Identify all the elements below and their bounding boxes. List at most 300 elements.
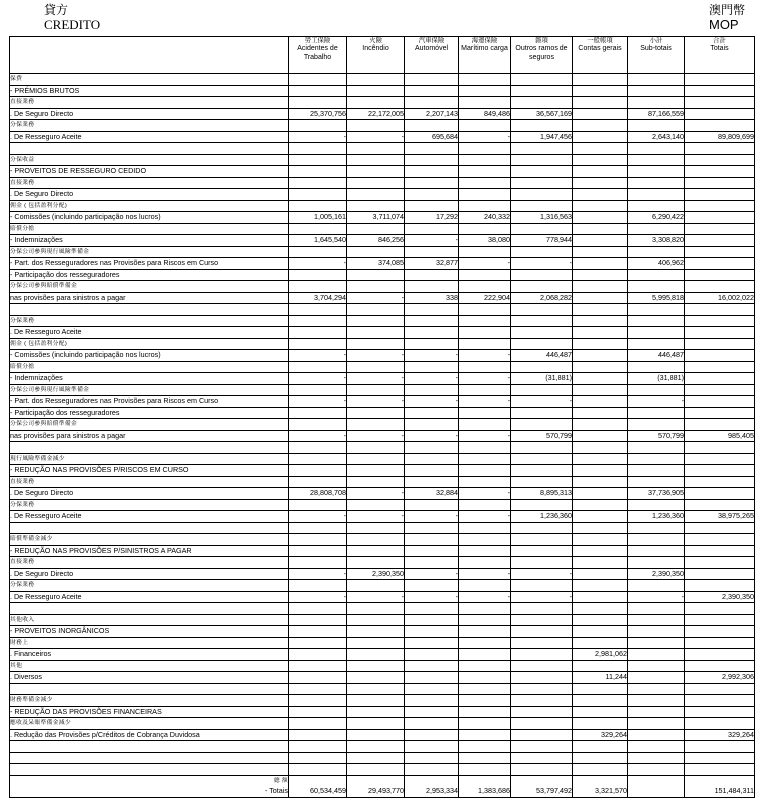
cell-value (405, 350, 459, 362)
cell-value-text (685, 212, 754, 223)
cell-value (459, 384, 511, 396)
row-label-text: - Participação dos resseguradores (10, 269, 120, 279)
cell-value-text (289, 741, 346, 752)
cell-value-text: 406,962 (658, 258, 684, 267)
cell-value-text (289, 500, 346, 511)
row-label-text: 直接業務 (10, 179, 35, 186)
cell-value-text (289, 672, 346, 683)
cell-value (289, 476, 347, 488)
row-label-text: . Diversos (10, 672, 42, 681)
cell-value (511, 269, 573, 281)
cell-value (289, 522, 347, 534)
cell-value (459, 97, 511, 109)
cell-value (573, 499, 628, 511)
cell-value-text (289, 764, 346, 775)
table-row (10, 568, 755, 580)
cell-value-text (405, 316, 458, 327)
cell-value-text: - (401, 430, 404, 440)
table-row (10, 143, 755, 155)
row-label (10, 212, 289, 224)
table-row (10, 97, 755, 109)
cell-value (573, 177, 628, 189)
row-label-text: nas provisões para sinistros a pagar (10, 292, 126, 302)
cell-value-text: - (507, 350, 510, 359)
cell-value (405, 120, 459, 132)
cell-value-text (685, 534, 754, 545)
cell-value (347, 384, 405, 396)
row-label (10, 396, 289, 408)
cell-value (573, 361, 628, 373)
cell-value (289, 315, 347, 327)
cell-value-text (459, 718, 510, 729)
cell-value-text (459, 753, 510, 764)
cell-value (573, 453, 628, 465)
cell-value (685, 120, 755, 132)
totals-cell-text: 151,484,311 (714, 786, 754, 795)
table-row (10, 511, 755, 523)
cell-value (405, 212, 459, 224)
cell-value (289, 384, 347, 396)
cell-value-text (405, 753, 458, 764)
cell-value (685, 315, 755, 327)
column-header-3 (459, 37, 511, 74)
cell-value-text (511, 143, 572, 154)
cell-value (289, 85, 347, 97)
cell-value (685, 74, 755, 86)
cell-value (628, 419, 685, 431)
cell-value-text (459, 661, 510, 672)
cell-value-text: 1,316,563 (540, 212, 572, 221)
row-label (10, 764, 289, 776)
table-row (10, 361, 755, 373)
cell-value (459, 246, 511, 258)
cell-value-text (405, 465, 458, 476)
cell-value (511, 499, 573, 511)
cell-value-text: 374,085 (378, 258, 404, 267)
cell-value-text (347, 339, 404, 350)
cell-value-text (459, 281, 510, 292)
cell-value-text (459, 189, 510, 200)
row-label (10, 223, 289, 235)
cell-value-text (405, 86, 458, 97)
cell-value-text: 2,207,143 (426, 108, 458, 118)
cell-value-text (459, 316, 510, 327)
cell-value (511, 672, 573, 684)
cell-value (685, 235, 755, 247)
cell-value (347, 338, 405, 350)
cell-value-text: 240,332 (484, 212, 510, 221)
cell-value-text (628, 753, 684, 764)
row-label (10, 373, 289, 385)
cell-value-text: - (455, 396, 458, 405)
cell-value (628, 304, 685, 316)
cell-value-text: - (401, 396, 404, 405)
cell-value (289, 695, 347, 707)
cell-value-text (347, 557, 404, 568)
cell-value-text (459, 477, 510, 488)
cell-value-text (685, 143, 754, 154)
cell-value (347, 235, 405, 247)
header-right (709, 4, 745, 33)
cell-value-text (685, 454, 754, 465)
cell-value (573, 557, 628, 569)
cell-value (459, 177, 511, 189)
cell-value-text (573, 166, 627, 177)
cell-value (405, 373, 459, 385)
cell-value (628, 143, 685, 155)
cell-value (511, 143, 573, 155)
cell-value (347, 281, 405, 293)
cell-value-text (347, 649, 404, 660)
cell-value (573, 534, 628, 546)
cell-value-text (459, 408, 510, 419)
cell-value-text (511, 408, 572, 419)
cell-value-text (511, 649, 572, 660)
cell-value-text (573, 603, 627, 614)
cell-value-text: - (401, 373, 404, 382)
cell-value-text (573, 247, 627, 258)
cell-value (405, 545, 459, 557)
row-label (10, 729, 289, 741)
cell-value-text (573, 327, 627, 338)
cell-value (347, 764, 405, 776)
cell-value-text (289, 638, 346, 649)
cell-value-text (628, 166, 684, 177)
cell-value (628, 764, 685, 776)
cell-value-text: - (401, 131, 404, 141)
row-label-text: 賠償分擔 (10, 363, 35, 370)
cell-value-text (459, 684, 510, 695)
cell-value-text (347, 270, 404, 281)
row-label-text: - Participação dos resseguradores (10, 407, 120, 417)
cell-value-text: 1,236,360 (652, 511, 684, 520)
cell-value (628, 361, 685, 373)
cell-value (685, 511, 755, 523)
cell-value-text (628, 419, 684, 430)
table-row (10, 614, 755, 626)
cell-value-text (459, 649, 510, 660)
column-header-2 (405, 37, 459, 74)
cell-value (405, 166, 459, 178)
cell-value (511, 212, 573, 224)
cell-value (347, 453, 405, 465)
cell-value (289, 223, 347, 235)
cell-value (289, 258, 347, 270)
cell-value (685, 614, 755, 626)
cell-value (289, 396, 347, 408)
cell-value (628, 120, 685, 132)
row-label-text: 財務準備金減少 (10, 697, 53, 703)
cell-value (573, 626, 628, 638)
row-label (10, 465, 289, 477)
cell-value-text (459, 362, 510, 373)
cell-value (511, 292, 573, 304)
cell-value (347, 212, 405, 224)
cell-value-text (628, 224, 684, 235)
cell-value (405, 522, 459, 534)
cell-value (573, 465, 628, 477)
totals-label-pt: - Totais (264, 786, 288, 795)
cell-value (628, 718, 685, 730)
cell-value-text: 985,405 (728, 430, 754, 440)
cell-value-text (685, 339, 754, 350)
cell-value-text (573, 224, 627, 235)
table-row (10, 166, 755, 178)
cell-value (511, 591, 573, 603)
cell-value-text (511, 247, 572, 258)
cell-value (628, 442, 685, 454)
row-label-text: - Part. dos Resseguradores nas Provisões para Riscos em Curso (10, 258, 219, 267)
cell-value-text: - (401, 488, 404, 497)
cell-value-text (405, 764, 458, 775)
table-row (10, 396, 755, 408)
cell-value (405, 258, 459, 270)
cell-value (405, 465, 459, 477)
cell-value-text: 6,290,422 (652, 212, 684, 221)
row-label (10, 304, 289, 316)
cell-value-text: 87,166,559 (648, 108, 684, 118)
row-label (10, 85, 289, 97)
column-header-4 (511, 37, 573, 74)
cell-value-text (573, 143, 627, 154)
cell-value-text (405, 523, 458, 534)
cell-value-text: 329,264 (728, 729, 754, 739)
cell-value (289, 660, 347, 672)
cell-value (347, 465, 405, 477)
cell-value (573, 74, 628, 86)
cell-value-text (685, 304, 754, 315)
cell-value-text (347, 97, 404, 108)
table-row (10, 476, 755, 488)
table-row (10, 281, 755, 293)
cell-value-text: - (569, 258, 572, 267)
cell-value (628, 695, 685, 707)
cell-value (459, 223, 511, 235)
cell-value (628, 292, 685, 304)
cell-value-text (685, 281, 754, 292)
cell-value (628, 97, 685, 109)
cell-value (289, 603, 347, 615)
cell-value (573, 235, 628, 247)
cell-value-text (459, 500, 510, 511)
row-label (10, 534, 289, 546)
cell-value-text (459, 155, 510, 166)
cell-value (511, 419, 573, 431)
cell-value (347, 476, 405, 488)
header-left-portuguese: CREDITO (44, 16, 101, 32)
cell-value-text (628, 718, 684, 729)
table-header-row (10, 37, 755, 74)
cell-value-text (347, 718, 404, 729)
cell-value (685, 649, 755, 661)
cell-value-text (628, 304, 684, 315)
cell-value (628, 177, 685, 189)
cell-value (289, 304, 347, 316)
cell-value (685, 269, 755, 281)
cell-value-text: - (401, 350, 404, 359)
cell-value-text: - (569, 396, 572, 405)
cell-value (573, 672, 628, 684)
cell-value (459, 499, 511, 511)
cell-value-text (685, 362, 754, 373)
cell-value (628, 166, 685, 178)
row-label (10, 384, 289, 396)
cell-value (628, 729, 685, 741)
cell-value-text (511, 419, 572, 430)
table-row (10, 580, 755, 592)
cell-value (347, 131, 405, 143)
cell-value (347, 568, 405, 580)
cell-value (573, 430, 628, 442)
cell-value (573, 212, 628, 224)
cell-value (459, 545, 511, 557)
cell-value (573, 522, 628, 534)
cell-value (628, 453, 685, 465)
cell-value (511, 614, 573, 626)
cell-value-text: 1,947,456 (540, 131, 572, 141)
cell-value-text (685, 603, 754, 614)
cell-value-text: 329,264 (601, 729, 627, 739)
cell-value (511, 568, 573, 580)
cell-value-text (511, 304, 572, 315)
column-header-3-cn: 海運保險 (471, 37, 498, 44)
cell-value-text (685, 155, 754, 166)
cell-value-text: 778,944 (546, 235, 572, 244)
row-label-text: - REDUÇÃO NAS PROVISÕES P/SINISTROS A PAGAR (10, 545, 192, 555)
cell-value-text (685, 615, 754, 626)
cell-value-text (628, 454, 684, 465)
cell-value-text (573, 523, 627, 534)
cell-value-text (511, 74, 572, 85)
cell-value (685, 591, 755, 603)
cell-value (289, 131, 347, 143)
cell-value-text (347, 155, 404, 166)
row-label (10, 603, 289, 615)
row-label-text: 分保公司參與賠償準備金 (10, 283, 78, 289)
cell-value (685, 131, 755, 143)
row-label-text: - Indemnizações (10, 373, 63, 382)
cell-value-text (405, 638, 458, 649)
row-label (10, 568, 289, 580)
row-label-text: . De Seguro Directo (10, 488, 74, 497)
cell-value (573, 683, 628, 695)
cell-value-text (628, 155, 684, 166)
cell-value (685, 407, 755, 419)
cell-value (459, 568, 511, 580)
cell-value (685, 223, 755, 235)
cell-value (511, 166, 573, 178)
cell-value-text (347, 661, 404, 672)
cell-value-text (573, 500, 627, 511)
cell-value (628, 488, 685, 500)
cell-value (685, 637, 755, 649)
row-label (10, 281, 289, 293)
cell-value-text (573, 477, 627, 488)
table-row (10, 269, 755, 281)
cell-value (685, 246, 755, 258)
cell-value-text (347, 74, 404, 85)
cell-value (511, 442, 573, 454)
cell-value-text (347, 454, 404, 465)
row-label-text: 其他 (10, 662, 23, 669)
row-label-text: 應收及呆賬準備金減少 (10, 720, 71, 726)
cell-value (289, 177, 347, 189)
cell-value (405, 200, 459, 212)
cell-value (628, 235, 685, 247)
cell-value-text (289, 97, 346, 108)
cell-value (573, 741, 628, 753)
cell-value (289, 672, 347, 684)
cell-value-text (405, 741, 458, 752)
row-label (10, 143, 289, 155)
table-row (10, 407, 755, 419)
cell-value-text (459, 339, 510, 350)
cell-value (628, 223, 685, 235)
cell-value (289, 419, 347, 431)
cell-value-text (573, 764, 627, 775)
cell-value-text (405, 327, 458, 338)
cell-value (405, 637, 459, 649)
cell-value-text (573, 74, 627, 85)
cell-value (405, 568, 459, 580)
cell-value (347, 741, 405, 753)
cell-value-text (628, 580, 684, 591)
cell-value-text (511, 362, 572, 373)
cell-value (347, 189, 405, 201)
row-label-text: . De Resseguro Aceite (10, 131, 82, 141)
column-header-6 (628, 37, 685, 74)
cell-value (573, 200, 628, 212)
cell-value (347, 683, 405, 695)
cell-value (289, 269, 347, 281)
cell-value (289, 442, 347, 454)
cell-value (573, 488, 628, 500)
cell-value-text (685, 166, 754, 177)
cell-value-text (289, 649, 346, 660)
cell-value-text (459, 557, 510, 568)
row-label-text: - PRÉMIOS BRUTOS (10, 85, 80, 95)
row-label-text: - PROVEITOS INORGÂNICOS (10, 626, 110, 635)
cell-value (511, 131, 573, 143)
cell-value (685, 465, 755, 477)
cell-value (289, 74, 347, 86)
cell-value (628, 384, 685, 396)
cell-value (685, 292, 755, 304)
cell-value-text (405, 362, 458, 373)
table-row (10, 649, 755, 661)
cell-value-text (685, 235, 754, 246)
table-row (10, 212, 755, 224)
cell-value (573, 269, 628, 281)
cell-value (347, 649, 405, 661)
cell-value (459, 591, 511, 603)
cell-value-text: - (455, 511, 458, 520)
cell-value (347, 407, 405, 419)
cell-value-text (405, 603, 458, 614)
cell-value-text (573, 442, 627, 453)
cell-value (511, 108, 573, 120)
cell-value (289, 120, 347, 132)
row-label (10, 649, 289, 661)
row-label (10, 246, 289, 258)
cell-value (628, 534, 685, 546)
row-label-text: 保費 (10, 76, 23, 82)
cell-value-text: - (455, 430, 458, 440)
cell-value-text (573, 235, 627, 246)
cell-value (405, 660, 459, 672)
cell-value-text (347, 442, 404, 453)
cell-value (459, 764, 511, 776)
